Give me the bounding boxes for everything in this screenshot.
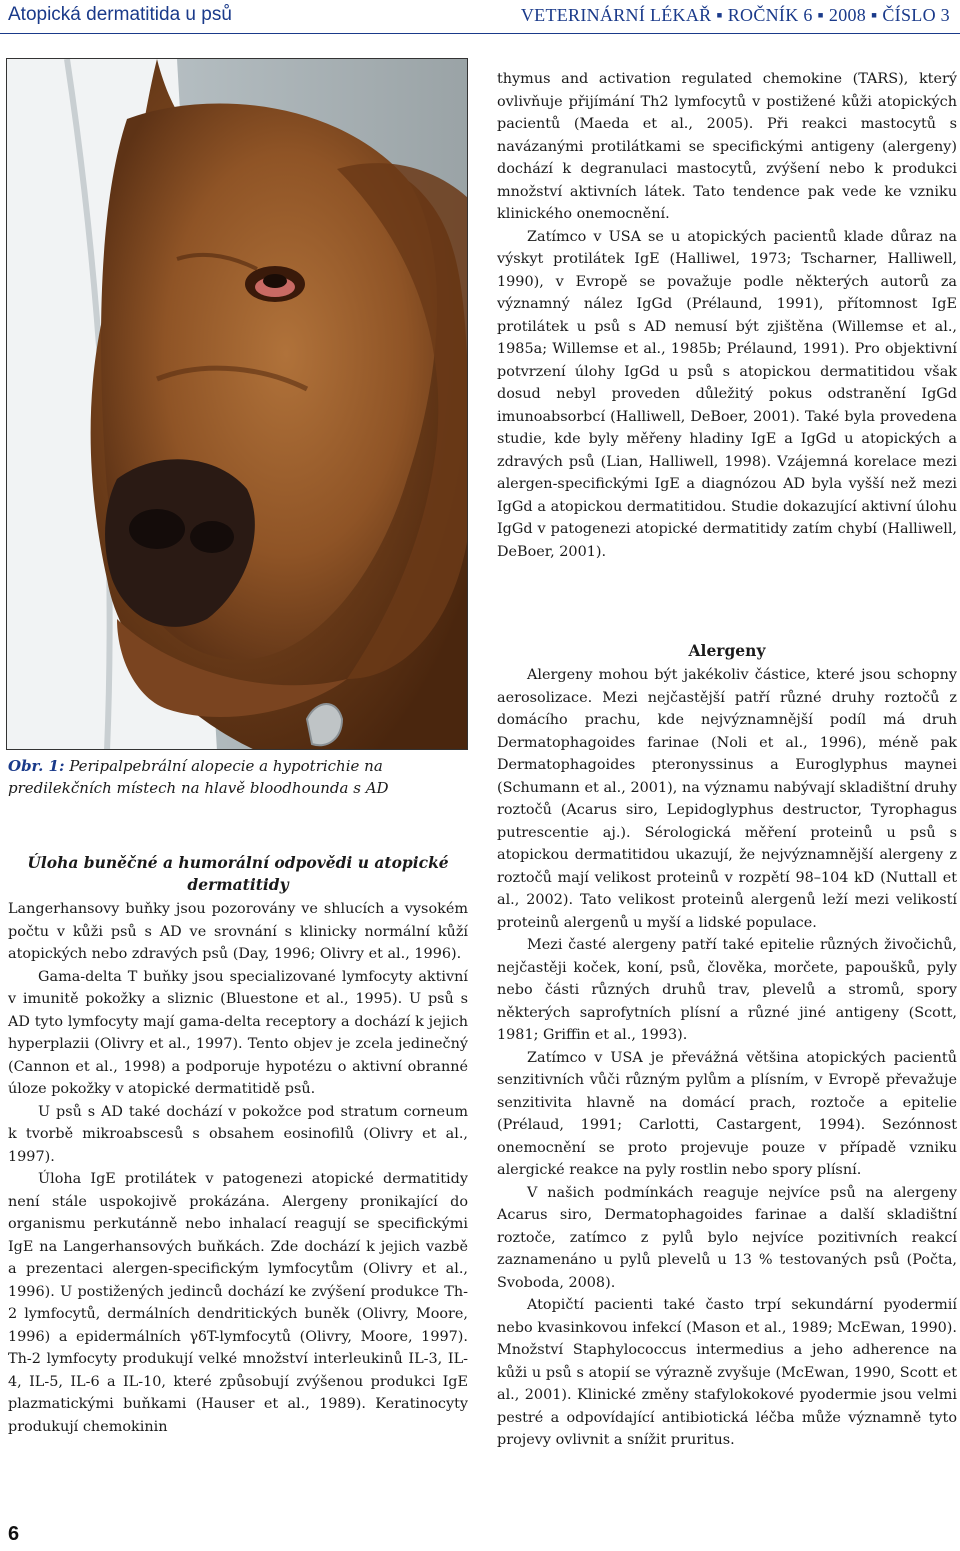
header-journal-info: VETERINÁRNÍ LÉKAŘ ▪ ROČNÍK 6 ▪ 2008 ▪ ČÍSLO 3	[520, 5, 950, 25]
right-column-bottom	[497, 640, 957, 1452]
left-column	[8, 852, 468, 1438]
paragraph: Alergeny mohou být jakékoliv částice, které jsou schopny aerosolizace. Mezi nejčastější patří různé druhy roztočů z domácího prachu, kde nejvýznamnější podíl má druh Dermatophagoides farinae (Noli et al., 1996), méně pak Dermatophagoides pteronyssinus a Euroglyphus maynei (Schumann et al., 2001), na významu nabývají skladištní druhy roztočů (Acarus siro, Lepidoglyphus destructor, Tyrophagus putrescentie aj.). Sérologická měření proteinů u psů s atopickou dermatitidou ukazují, že nejvýznamnější alergeny z roztočů mají velikost proteinů v rozpětí 98–104 kD (Nuttall et al., 2002). Tato velikost proteinů alergenů leží mezi velikostí proteinů alergenů u myší a lidské populace.	[497, 667, 957, 931]
paragraph: Zatímco v USA je převážná většina atopických pacientů senzitivních vůči různým pylům a plísním, v Evropě převažuje senzitivita hlavně na domácí prach, roztoče a epitelie (Prélaud, 1991; Carlotti, Castargent, 1994). Sezónnost onemocnění se proto projevuje pouze v případě vzniku alergické reakce na pyly rostlin nebo spory plísní.	[497, 1049, 957, 1178]
dog-illustration	[7, 59, 468, 750]
figure-caption	[8, 755, 468, 799]
header-title: Atopická dermatitida u psů	[8, 4, 232, 25]
figure-photo-bloodhound	[6, 58, 468, 750]
paragraph: Zatímco v USA se u atopických pacientů klade důraz na výskyt protilátek IgE (Halliwel, 1973; Tscharner, Halliwell, 1990), v Evropě se považuje podle některých autorů za významný nález IgGd (Prélaund, 1991), přítomnost IgE protilátek u psů s AD nemusí být zjištěna (Willemse et al., 1985a; Willemse et al., 1985b; Prélaund, 1991). Pro objektivní potvrzení úlohy IgGd u psů s atopickou dermatitidou však dosud nebyl proveden důležitý pokus odstranění IgGd imunoabsorbcí (Halliwell, DeBoer, 2001). Také byla provedena studie, kde byly měřeny hladiny IgE a IgGd u atopických a zdravých psů (Lian, Halliwell, 1998). Vzájemná korelace mezi alergen-specifickými IgE a diagnózou AD byla vyšší než mezi IgGd a atopickou dermatitidou. Studie dokazující aktivní úlohu IgGd v patogenezi atopické dermatitidy zatím chybí (Halliwell, DeBoer, 2001).	[497, 228, 957, 560]
section-heading-allergens: Alergeny	[688, 641, 766, 660]
paragraph: Úloha IgE protilátek v patogenezi atopické dermatitidy není stále uspokojivě prokázána. Alergeny pronikající do organismu perkutánně nebo inhalací reagují se specifickými IgE na Langerhansových buňkách. Zde dochází k jejich vazbě a prezentaci alergen-specifickým lymfocytům (Olivry et al., 1996). U postižených jedinců dochází ke zvýšení produkce Th-2 lymfocytů, dermálních dendritických buněk (Olivry, Moore, 1996) a epidermálních γδT-lymfocytů (Olivry, Moore, 1997). Th-2 lymfocyty produkují velké množství interleukinů IL-3, IL-4, IL-5, IL-6 a IL-10, které způsobují zvýšenou produkci IgE plazmatickými buňkami (Hauser et al., 1989). Keratinocyty produkují chemokinin	[8, 1171, 468, 1435]
running-header	[0, 0, 960, 34]
paragraph: Mezi časté alergeny patří také epitelie různých živočichů, nejčastěji koček, koní, psů, člověka, morčete, papoušků, pyly nebo části různých druhů trav, plevelů a stromů, spory některých saprofytních plísní a různé jiné antigeny (Scott, 1981; Griffin et al., 1993).	[497, 937, 957, 1043]
paragraph: Gama-delta T buňky jsou specializované lymfocyty aktivní v imunitě pokožky a sliznic (Bluestone et al., 1995). U psů s AD tyto lymfocyty mají gama-delta receptory a dochází k jejich hyperplazii (Olivry et al., 1997). Tento objev je zcela jedinečný (Cannon et al., 1998) a podporuje hypotézu o aktivní obranné úloze pokožky v atopické dermatitidě psů.	[8, 968, 468, 1097]
right-column-top	[497, 68, 957, 563]
paragraph: Langerhansovy buňky jsou pozorovány ve shlucích a vysokém počtu v kůži psů s AD ve srovnání s klinicky normální kůží atopických nebo zdravých psů (Day, 1996; Olivry et al., 1996).	[8, 901, 468, 962]
caption-label: Obr. 1:	[8, 757, 65, 775]
page-number: 6	[8, 1523, 20, 1545]
paragraph: thymus and activation regulated chemokine (TARS), který ovlivňuje přijímání Th2 lymfocytů v postižené kůži atopických pacientů (Maeda et al., 2005). Při reakci mastocytů s navázanými protilátkami se specifickými antigeny (alergeny) dochází k degranulaci mastocytů, zvýšení nebo k produkci množství aktivních látek. Tato tendence pak vede ke vzniku klinického onemocnění.	[497, 71, 957, 222]
caption-text: Peripalpebrální alopecie a hypotrichie na predilekčních místech na hlavě bloodhounda s AD	[8, 757, 389, 797]
paragraph: Atopičtí pacienti také často trpí sekundární pyodermií nebo kvasinkovou infekcí (Mason et al., 1989; McEwan, 1990). Množství Staphylococcus intermedius a jeho adherence na kůži u psů s atopií se výrazně zvyšuje (McEwan, 1990, Scott et al., 2001). Klinické změny stafylokokové pyodermie jsou velmi pestré a odpovídající antibiotická léčba může významně tyto projevy ovlivnit a snížit pruritus.	[497, 1297, 957, 1448]
paragraph: U psů s AD také dochází v pokožce pod stratum corneum k tvorbě mikroabscesů s obsahem eosinofilů (Olivry et al., 1997).	[8, 1103, 468, 1165]
section-heading-cellular-humoral: Úloha buněčné a humorální odpovědi u atopické dermatitidy	[27, 853, 449, 894]
paragraph: V našich podmínkách reaguje nejvíce psů na alergeny Acarus siro, Dermatophagoides farinae a další skladištní roztoče, zatímco z pylů bylo nejvíce pozitivních reakcí zaznamenáno u pylů plevelů u 13 % testovaných psů (Počta, Svoboda, 2008).	[497, 1184, 957, 1291]
